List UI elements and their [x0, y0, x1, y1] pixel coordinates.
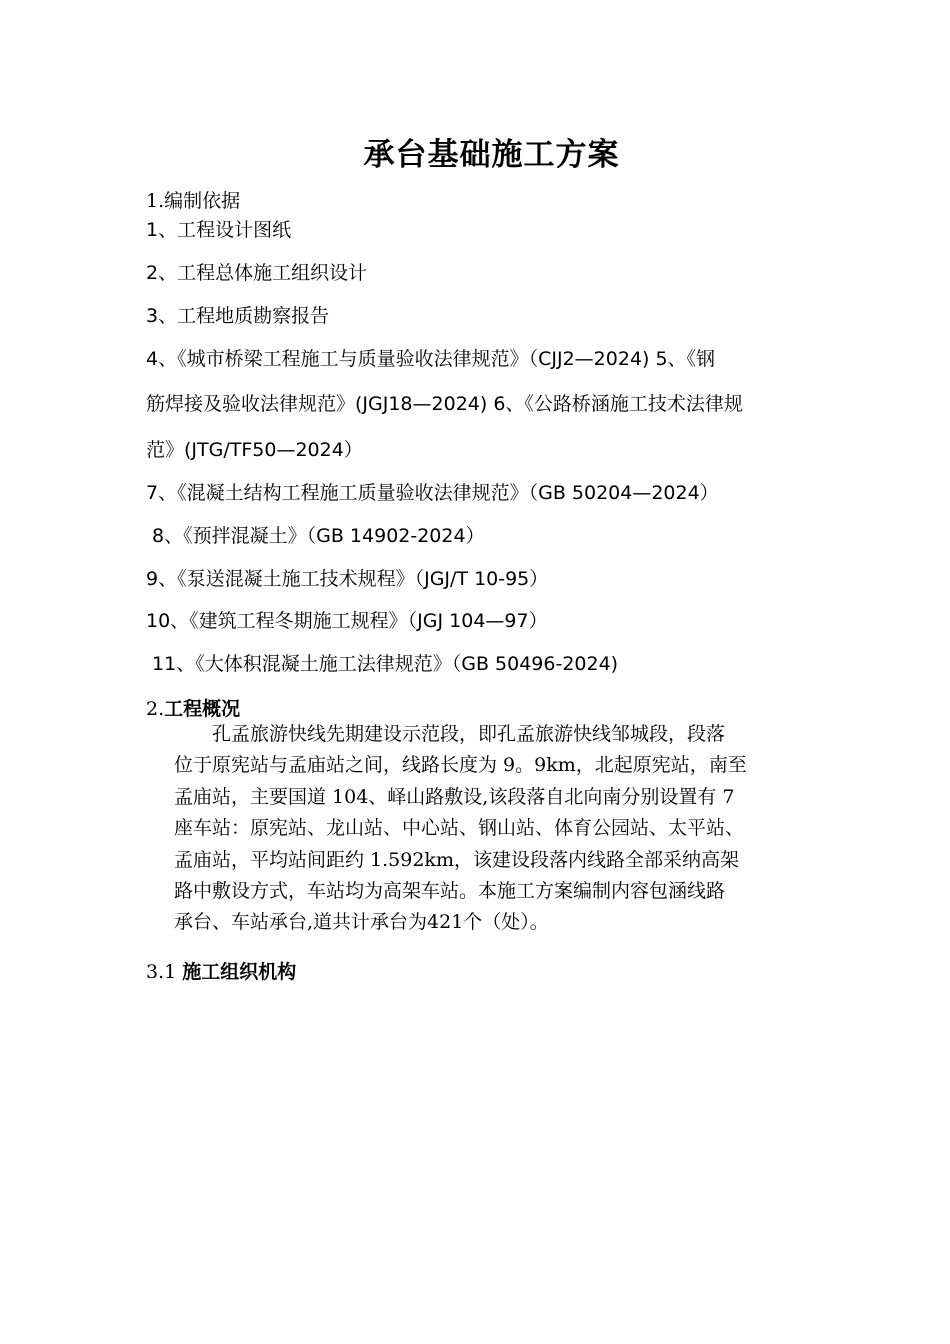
project-overview-paragraph: [174, 719, 864, 939]
section-3-heading: [146, 958, 296, 986]
reference-item-8: 8、《预拌混凝土》（GB 14902-2024）: [146, 525, 485, 547]
overview-line-5: 孟庙站，平均站间距约 1.592km，该建设段落内线路全部采纳高架: [174, 848, 739, 871]
overview-line-1: 孔孟旅游快线先期建设示范段，即孔孟旅游快线邹城段，段落: [174, 723, 726, 745]
section-3-number: 3.1: [146, 961, 183, 983]
reference-item-2: 2、工程总体施工组织设计: [146, 262, 368, 284]
reference-item-4-cont: 筋焊接及验收法律规范》(JGJ18—2024) 6、《公路桥涵施工技术法律规: [146, 393, 743, 415]
reference-item-3: 3、工程地质勘察报告: [146, 305, 330, 327]
overview-line-4: 座车站：原宪站、龙山站、中心站、钢山站、体育公园站、太平站、: [174, 817, 745, 840]
reference-item-10: 10、《建筑工程冬期施工规程》（JGJ 104—97）: [146, 610, 548, 632]
reference-item-6-cont: 范》(JTG/TF50—2024）: [146, 439, 363, 461]
reference-item-9: 9、《泵送混凝土施工技术规程》（JGJ/T 10-95）: [146, 568, 549, 590]
overview-line-7: 承台、车站承台,道共计承台为421个（处）。: [174, 911, 549, 934]
overview-line-3: 孟庙站，主要国道 104、峄山路敷设,该段落自北向南分别设置有 7: [174, 785, 735, 808]
reference-item-11: 11、《大体积混凝土施工法律规范》（GB 50496-2024): [146, 653, 619, 675]
section-1-heading: 1.编制依据: [146, 190, 241, 212]
section-3-title: 施工组织机构: [182, 961, 297, 983]
overview-line-2: 位于原宪站与孟庙站之间，线路长度为 9。9km，北起原宪站，南至: [174, 754, 747, 777]
section-2-number: 2.: [146, 698, 165, 720]
reference-item-4: 4、《城市桥梁工程施工与质量验收法律规范》（CJJ2—2024) 5、《钢: [146, 348, 716, 370]
reference-item-7: 7、《混凝土结构工程施工质量验收法律规范》（GB 50204—2024）: [146, 482, 719, 504]
document-title: 承台基础施工方案: [363, 137, 620, 173]
reference-item-1: 1、工程设计图纸: [146, 219, 292, 241]
overview-line-6: 路中敷设方式，车站均为高架车站。本施工方案编制内容包涵线路: [174, 879, 726, 902]
section-2-title: 工程概况: [164, 698, 241, 720]
